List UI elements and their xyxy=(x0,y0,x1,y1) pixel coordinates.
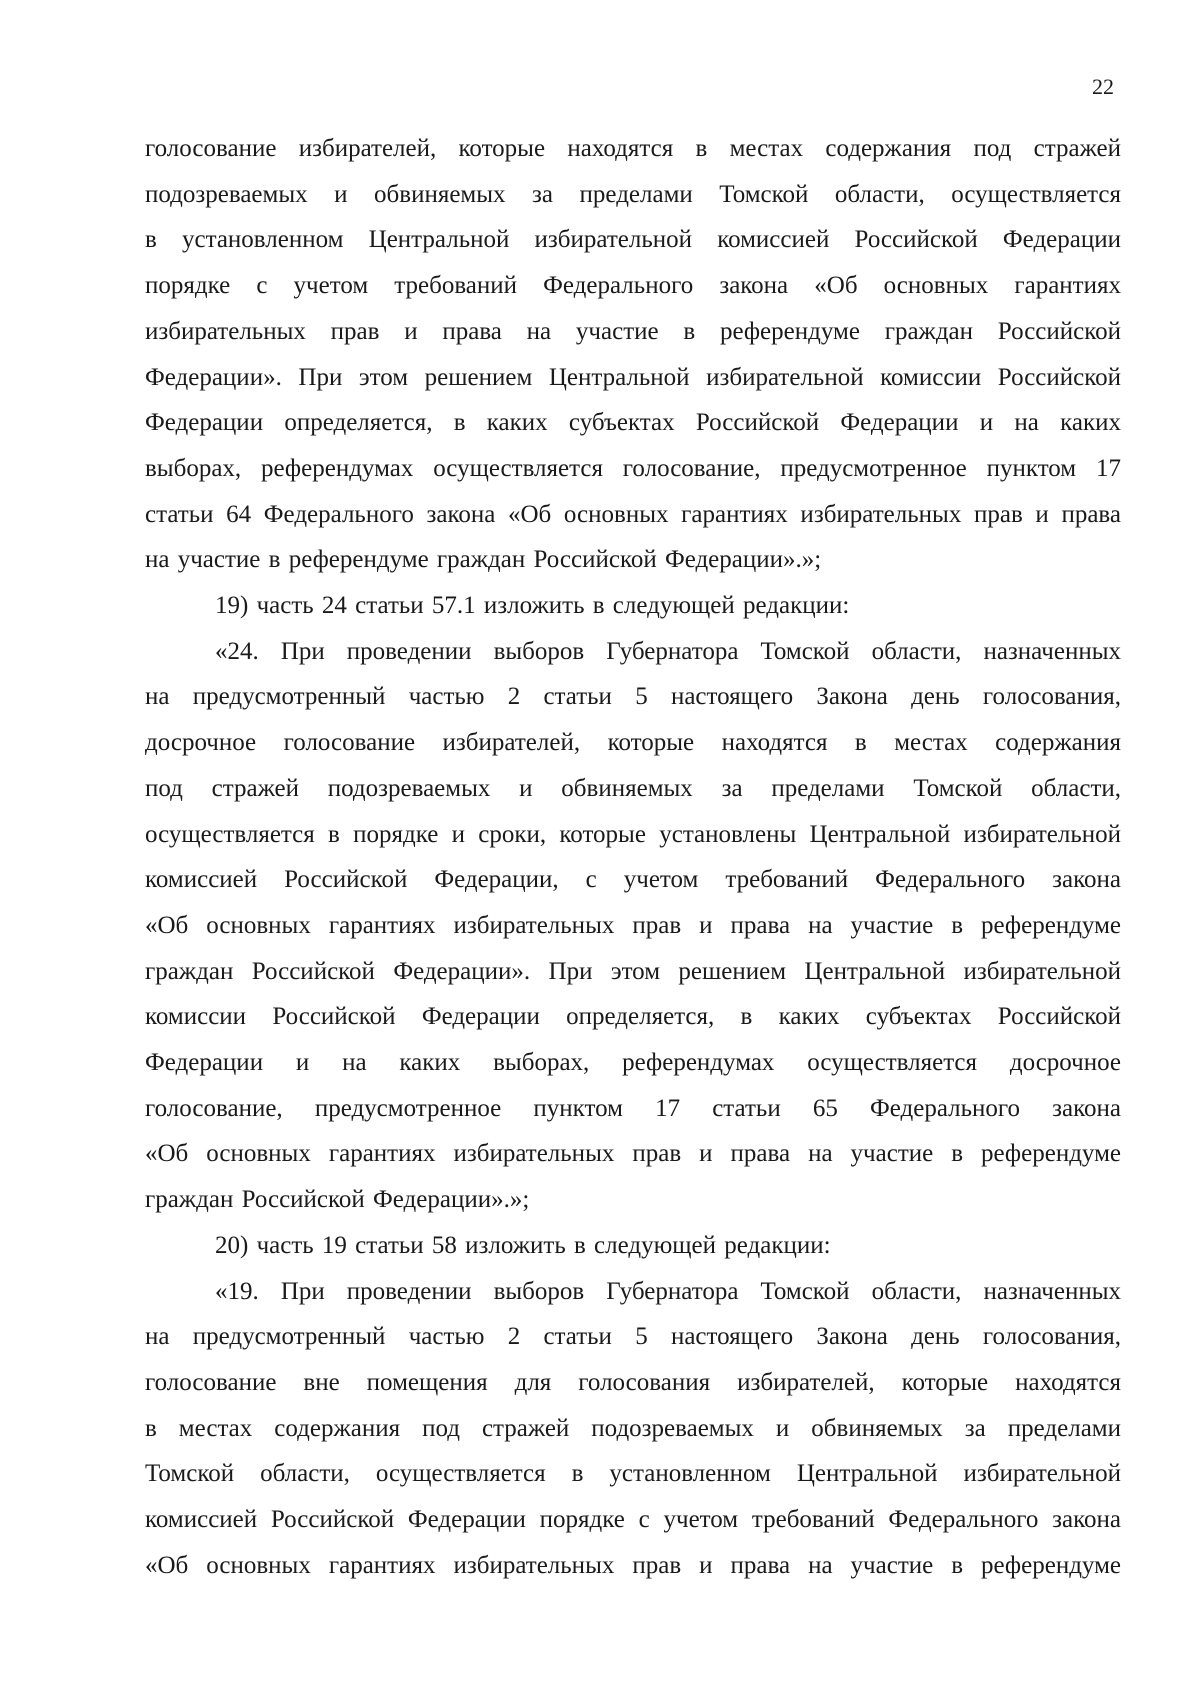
text-line: голосование вне помещения для голосования избирателей, которые находятся xyxy=(145,1368,1121,1396)
text-line: под стражей подозреваемых и обвиняемых за пределами Томской области, xyxy=(145,774,1121,802)
text-line: «Об основных гарантиях избирательных прав и права на участие в референдуме xyxy=(145,911,1121,939)
text-line: досрочное голосование избирателей, которые находятся в местах содержания xyxy=(145,729,1121,757)
text-line: выборах, референдумах осуществляется голосование, предусмотренное пунктом 17 xyxy=(145,454,1121,482)
text-line: голосование, предусмотренное пунктом 17 статьи 65 Федерального закона xyxy=(145,1094,1121,1122)
list-item-heading: 20) часть 19 статьи 58 изложить в следующей редакции: xyxy=(215,1231,831,1259)
list-item-heading: 19) часть 24 статьи 57.1 изложить в следующей редакции: xyxy=(215,592,850,620)
text-line: Федерации». При этом решением Центральной избирательной комиссии Российской xyxy=(145,363,1121,391)
text-line: комиссией Российской Федерации, с учетом требований Федерального закона xyxy=(145,866,1121,894)
text-line: избирательных прав и права на участие в референдуме граждан Российской xyxy=(145,317,1121,345)
text-line: «19. При проведении выборов Губернатора Томской области, назначенных xyxy=(215,1277,1121,1305)
text-line: Томской области, осуществляется в установленном Центральной избирательной xyxy=(145,1460,1121,1488)
text-line: «Об основных гарантиях избирательных прав и права на участие в референдуме xyxy=(145,1140,1121,1168)
text-line: в местах содержания под стражей подозреваемых и обвиняемых за пределами xyxy=(145,1414,1121,1442)
text-line: в установленном Центральной избирательной комиссией Российской Федерации xyxy=(145,226,1121,254)
text-line: «Об основных гарантиях избирательных прав и права на участие в референдуме xyxy=(145,1551,1121,1579)
text-line: на предусмотренный частью 2 статьи 5 настоящего Закона день голосования, xyxy=(145,1323,1121,1351)
document-body xyxy=(145,126,1121,1589)
text-line: Федерации и на каких выборах, референдумах осуществляется досрочное xyxy=(145,1049,1121,1077)
text-line: голосование избирателей, которые находятся в местах содержания под стражей xyxy=(145,135,1121,162)
text-line: Федерации определяется, в каких субъектах Российской Федерации и на каких xyxy=(145,409,1121,437)
text-line: осуществляется в порядке и сроки, которые установлены Центральной избирательной xyxy=(145,820,1121,848)
text-line: комиссии Российской Федерации определяется, в каких субъектах Российской xyxy=(145,1003,1121,1031)
page-number: 22 xyxy=(1092,74,1114,99)
text-line: комиссией Российской Федерации порядке с учетом требований Федерального закона xyxy=(145,1506,1121,1534)
text-line: порядке с учетом требований Федерального закона «Об основных гарантиях xyxy=(145,272,1121,300)
text-line: подозреваемых и обвиняемых за пределами Томской области, осуществляется xyxy=(145,180,1121,208)
text-line: «24. При проведении выборов Губернатора Томской области, назначенных xyxy=(215,637,1121,665)
text-line: статьи 64 Федерального закона «Об основных гарантиях избирательных прав и права xyxy=(145,500,1121,528)
text-line: на участие в референдуме граждан Российской Федерации».»; xyxy=(145,546,822,574)
text-line: граждан Российской Федерации». При этом решением Центральной избирательной xyxy=(145,957,1121,985)
text-line: граждан Российской Федерации».»; xyxy=(145,1186,530,1214)
text-line: на предусмотренный частью 2 статьи 5 настоящего Закона день голосования, xyxy=(145,683,1121,711)
